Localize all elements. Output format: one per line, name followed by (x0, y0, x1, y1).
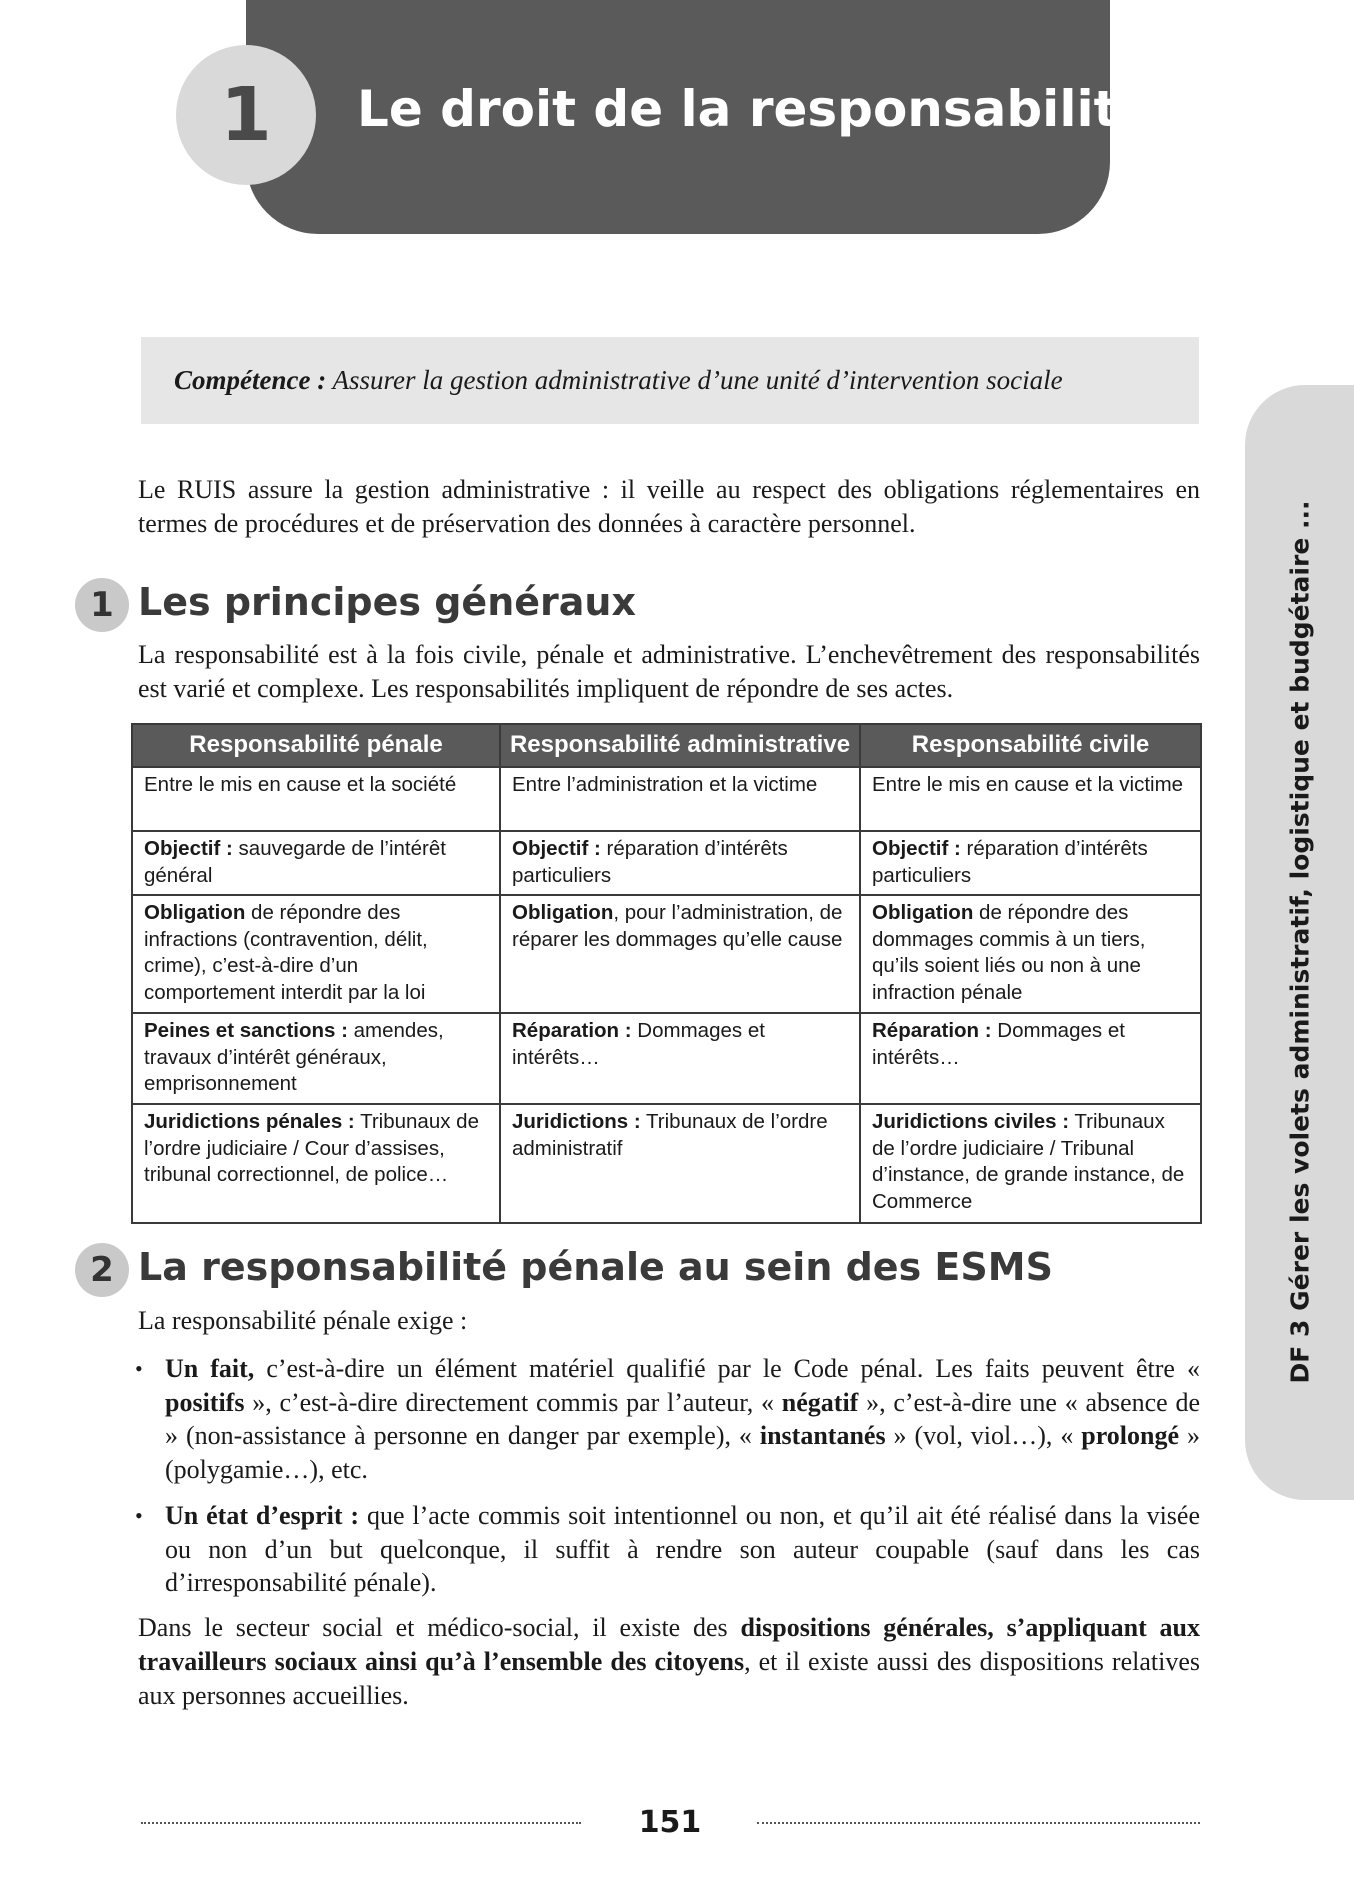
table-cell (132, 895, 500, 1013)
table-header-row (132, 724, 1201, 767)
bullet-span: », c’est-à-dire une « absence de » (non-assistance à personne en danger par exemple), « (165, 1387, 1201, 1450)
table-cell (132, 1013, 500, 1104)
intro-paragraph: Le RUIS assure la gestion administrative : il veille au respect des obligations réglementaires en termes de procédures et de préservation des données à caractère personnel. (138, 475, 1200, 538)
table-row (132, 831, 1201, 895)
bullet-dot-icon: • (135, 1356, 143, 1381)
section-1-number: 1 (75, 578, 129, 632)
cell-text: Tribunaux de l’ordre judiciaire / Cour d’assises, tribunal correctionnel, de police… (144, 1110, 479, 1186)
bullet-bold: négatif (781, 1387, 859, 1417)
bullet-span: » (polygamie…), etc. (165, 1421, 1200, 1484)
section-2-title: La responsabilité pénale au sein des ESMS (138, 1245, 1053, 1289)
table-cell (860, 767, 1201, 831)
bullet-bold: Un état d’esprit : (165, 1501, 360, 1530)
competence-box (141, 337, 1199, 424)
cell-text: Dommages et intérêts… (512, 1019, 765, 1069)
cell-bold: Obligation (512, 901, 614, 924)
table-row (132, 1013, 1201, 1104)
bullet-dot-icon: • (135, 1503, 143, 1528)
competence-label: Compétence : (174, 365, 327, 395)
cell-bold: Juridictions : (512, 1110, 641, 1133)
table-cell (860, 1013, 1201, 1104)
bullet-text (165, 1352, 1200, 1486)
cell-text: de répondre des infractions (contravention, délit, crime), c’est-à-dire d’un comportement interdit par la loi (144, 901, 428, 1004)
table-header-cell: Responsabilité civile (860, 724, 1201, 767)
cell-text: sauvegarde de l’intérêt général (144, 837, 446, 887)
table-row (132, 1104, 1201, 1223)
cell-text: réparation d’intérêts particuliers (872, 837, 1148, 887)
table-cell (132, 831, 500, 895)
table-cell (132, 767, 500, 831)
table-cell (860, 895, 1201, 1013)
bullet-span: que l’acte commis soit intentionnel ou non, et qu’il ait été réalisé dans la visée ou non d’un but quelconque, il suffit à rendre son auteur coupable (sauf dans les cas d’irresponsabilité pénale). (165, 1501, 1200, 1597)
bullet-span: c’est-à-dire un élément matériel qualifié par le Code pénal. Les faits peuvent être « (254, 1354, 1200, 1383)
cell-bold: Juridictions pénales : (144, 1110, 355, 1133)
chapter-number: 1 (176, 45, 316, 185)
table-header-cell: Responsabilité pénale (132, 724, 500, 767)
cell-text: réparation d’intérêts particuliers (512, 837, 788, 887)
bullet-span: » (vol, viol…), « (885, 1421, 1082, 1450)
bullet-item-fait (135, 1352, 1201, 1486)
footer-rule-right (757, 1822, 1200, 1824)
table-cell (132, 1104, 500, 1223)
table-cell (860, 831, 1201, 895)
bullet-span: », c’est-à-dire directement commis par l’auteur, « (244, 1387, 782, 1417)
cell-bold: Objectif : (512, 837, 601, 860)
cell-text: Tribunaux de l’ordre judiciaire / Tribunal d’instance, de grande instance, de Commerce (872, 1110, 1185, 1213)
bullet-bold: instantanés (759, 1421, 886, 1450)
cell-bold: Réparation : (872, 1019, 992, 1042)
cell-bold: Obligation (872, 901, 974, 924)
bullet-bold: Un fait, (165, 1354, 255, 1383)
table-cell (500, 1013, 860, 1104)
footer-rule-left (141, 1822, 581, 1824)
cell-text: Entre le mis en cause et la victime (872, 773, 1184, 796)
cell-text: Tribunaux de l’ordre administratif (512, 1110, 828, 1160)
cell-text: , pour l’administration, de réparer les dommages qu’elle cause (512, 901, 843, 951)
bullet-bold: positifs (165, 1387, 245, 1417)
responsibility-table (131, 723, 1202, 1224)
bullet-item-etat-esprit (135, 1499, 1200, 1600)
cell-bold: Objectif : (144, 837, 233, 860)
page-number: 151 (638, 1805, 702, 1840)
cell-text: Entre l’administration et la victime (512, 773, 818, 796)
cell-text: Entre le mis en cause et la société (144, 773, 457, 796)
table-cell (860, 1104, 1201, 1223)
cell-bold: Obligation (144, 901, 246, 924)
section-1-paragraph: La responsabilité est à la fois civile, pénale et administrative. L’enchevêtrement des responsabilités est varié et complexe. Les responsabilités impliquent de répondre de ses actes. (138, 640, 1200, 703)
bullet-text (165, 1499, 1200, 1600)
table-cell (500, 831, 860, 895)
table-cell (500, 1104, 860, 1223)
cell-text: Dommages et intérêts… (872, 1019, 1125, 1069)
chapter-title: Le droit de la responsabilité (357, 80, 1152, 138)
bullet-bold: prolongé (1081, 1421, 1180, 1450)
closing-span: Dans le secteur social et médico-social, il existe des (138, 1613, 741, 1642)
cell-bold: Juridictions civiles : (872, 1110, 1070, 1133)
cell-text: de répondre des dommages commis à un tiers, qu’ils soient liés ou non à une infraction pénale (872, 901, 1146, 1004)
closing-span: , et il existe aussi des dispositions relatives aux personnes accueillies. (138, 1647, 1200, 1710)
table-row (132, 895, 1201, 1013)
section-2-number: 2 (75, 1243, 129, 1297)
cell-bold: Objectif : (872, 837, 961, 860)
table-cell (500, 895, 860, 1013)
cell-text: amendes, travaux d’intérêt généraux, emprisonnement (144, 1019, 444, 1095)
table-header-cell: Responsabilité administrative (500, 724, 860, 767)
side-tab-label: DF 3 Gérer les volets administratif, logistique et budgétaire ... (1285, 500, 1315, 1384)
closing-paragraph (138, 1611, 1200, 1713)
competence-text: Assurer la gestion administrative d’une unité d’intervention sociale (332, 365, 1063, 395)
section-2-lead: La responsabilité pénale exige : (138, 1306, 468, 1335)
cell-bold: Peines et sanctions : (144, 1019, 348, 1042)
table-row (132, 767, 1201, 831)
table-cell (500, 767, 860, 831)
cell-bold: Réparation : (512, 1019, 632, 1042)
section-1-title: Les principes généraux (138, 580, 636, 624)
closing-bold: dispositions générales, s’appliquant aux travailleurs sociaux ainsi qu’à l’ensemble des citoyens (138, 1613, 1200, 1676)
